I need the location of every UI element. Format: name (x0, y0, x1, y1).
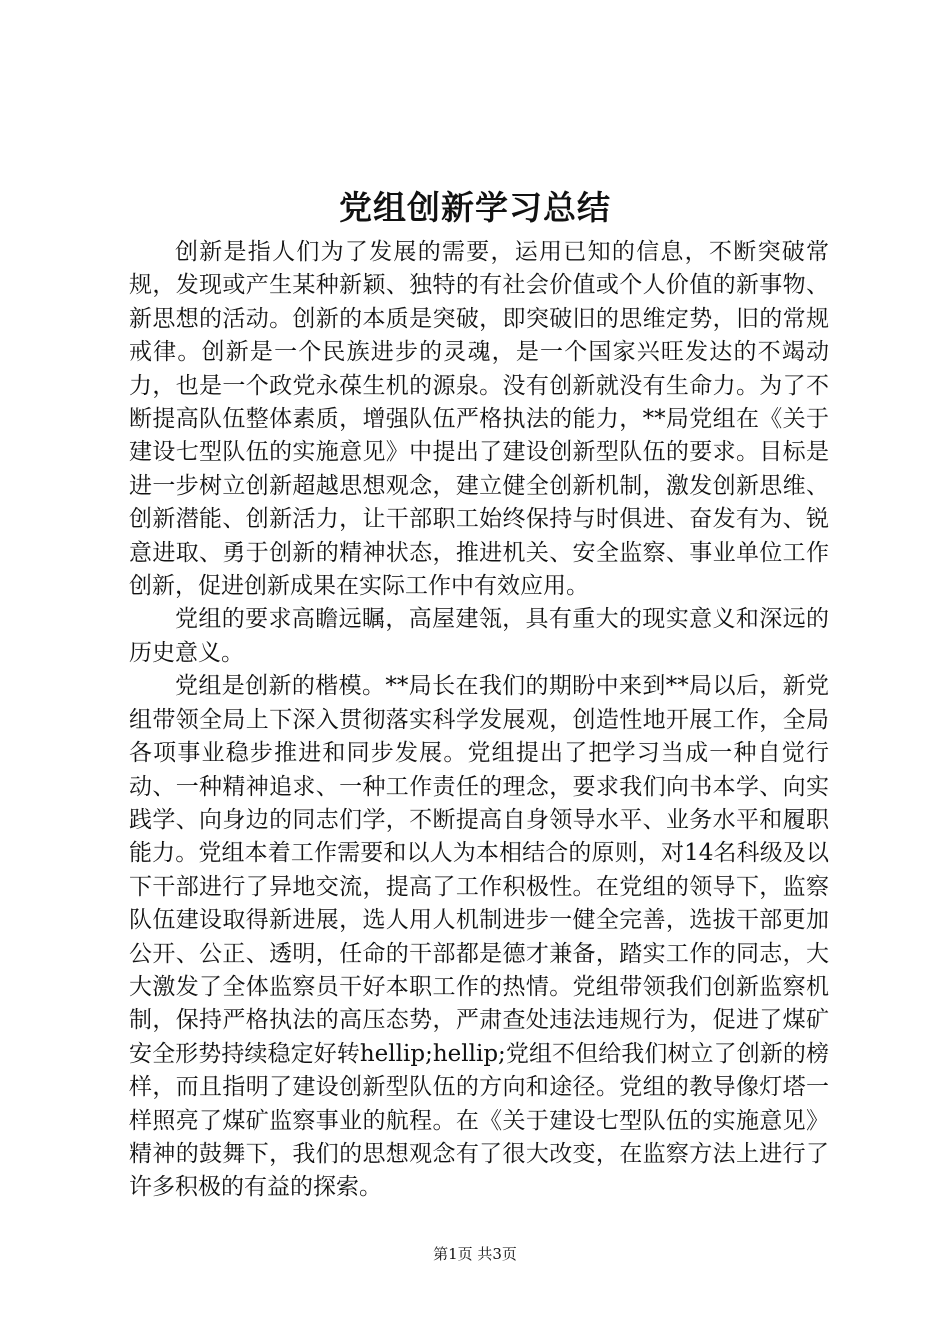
page-number-footer: 第1页 共3页 (433, 1245, 517, 1263)
document-title: 党组创新学习总结 (339, 188, 611, 227)
paragraph-innovation-definition: 创新是指人们为了发展的需要，运用已知的信息，不断突破常规，发现或产生某种新颖、独特的有社会价值或个人价值的新事物、新思想的活动。创新的本质是突破，即突破旧的思维定势，旧的常规戒律。创新是一个民族进步的灵魂，是一个国家兴旺发达的不竭动力，也是一个政党永葆生机的源泉。没有创新就没有生命力。为了不断提高队伍整体素质，增强队伍严格执法的能力，**局党组在《关于建设七型队伍的实施意见》中提出了建设创新型队伍的要求。目标是进一步树立创新超越思想观念，建立健全创新机制，激发创新思维、创新潜能、创新活力，让干部职工始终保持与时俱进、奋发有为、锐意进取、勇于创新的精神状态，推进机关、安全监察、事业单位工作创新，促进创新成果在实际工作中有效应用。 (129, 239, 829, 600)
paragraph-party-model: 党组是创新的楷模。**局长在我们的期盼中来到**局以后，新党组带领全局上下深入贯彻落实科学发展观，创造性地开展工作，全局各项事业稳步推进和同步发展。党组提出了把学习当成一种自觉行动、一种精神追求、一种工作责任的理念，要求我们向书本学、向实践学、向身边的同志们学，不断提高自身领导水平、业务水平和履职能力。党组本着工作需要和以人为本相结合的原则，对14名科级及以下干部进行了异地交流，提高了工作积极性。在党组的领导下，监察队伍建设取得新进展，选人用人机制进步一健全完善，选拔干部更加公开、公正、透明，任命的干部都是德才兼备，踏实工作的同志，大大激发了全体监察员干好本职工作的热情。党组带领我们创新监察机制，保持严格执法的高压态势，严肃查处违法违规行为，促进了煤矿安全形势持续稳定好转hellip;hellip;党组不但给我们树立了创新的榜样，而且指明了建设创新型队伍的方向和途径。党组的教导像灯塔一样照亮了煤矿监察事业的航程。在《关于建设七型队伍的实施意见》精神的鼓舞下，我们的思想观念有了很大改变，在监察方法上进行了许多积极的有益的探索。 (129, 673, 829, 1201)
document-body (129, 236, 829, 1205)
paragraph-party-requirement: 党组的要求高瞻远瞩，高屋建瓴，具有重大的现实意义和深远的历史意义。 (129, 606, 829, 666)
